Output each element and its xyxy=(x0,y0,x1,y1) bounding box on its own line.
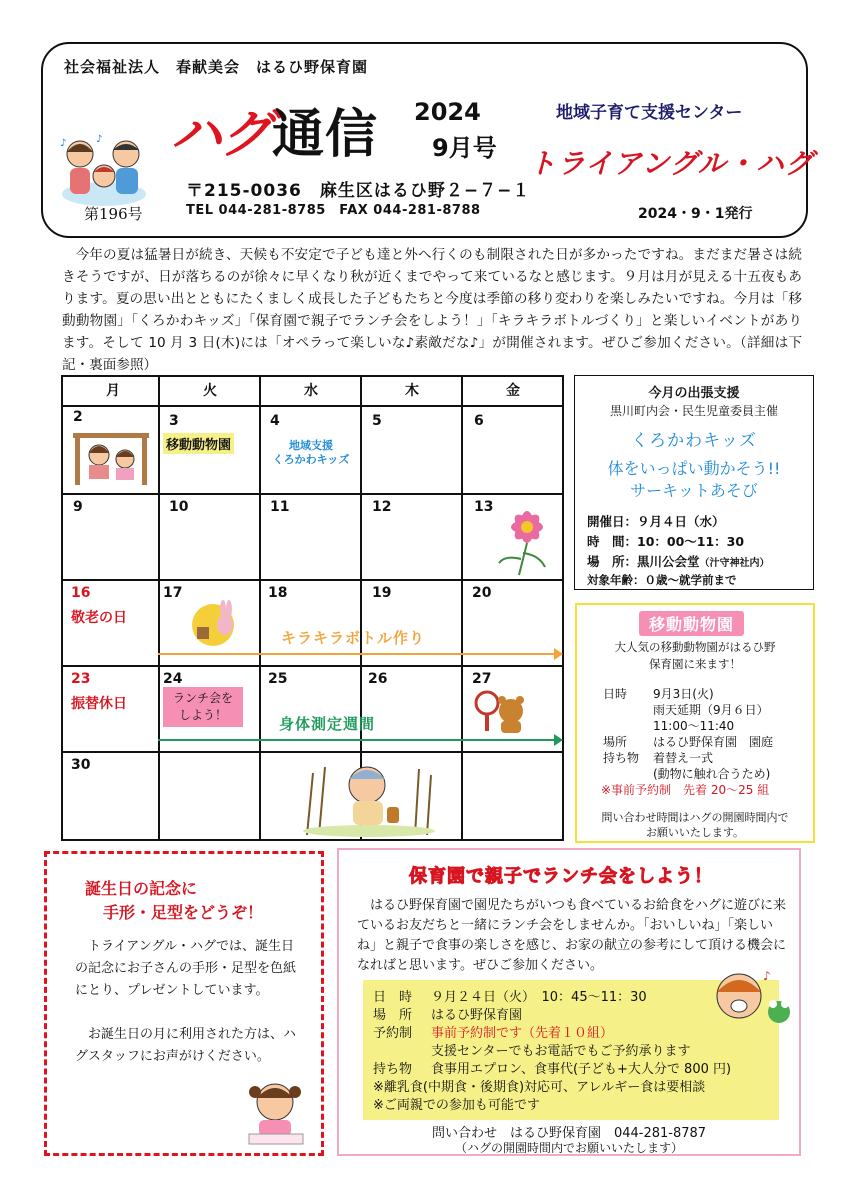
publish-date: 2024・9・1発行 xyxy=(638,206,753,222)
issue-number: 第196号 xyxy=(84,205,143,223)
date-cell: 13 xyxy=(474,499,494,515)
date-cell: 17 xyxy=(163,585,183,601)
event-lunch xyxy=(163,687,243,727)
event-lunch-line1: ランチ会を xyxy=(172,691,233,705)
birthday-title1: 誕生日の記念に xyxy=(85,879,198,898)
boy-eating-illustration xyxy=(709,966,795,1030)
zoo-place-label: 場所 xyxy=(603,735,628,749)
brand-name: トライアングル・ハグ xyxy=(528,147,814,180)
svg-text:♪: ♪ xyxy=(96,134,103,145)
lunch-bring: 食事用エプロン、食事代(子ども+大人分で 800 円) xyxy=(431,1062,732,1077)
zoo-bring2: (動物に触れ合うため) xyxy=(653,767,771,781)
outreach-time: 時 間：10：00〜11：30 xyxy=(587,534,745,549)
child-reeds-illustration xyxy=(297,755,441,837)
event-kurokawa xyxy=(263,439,359,467)
event-zoo: 移動動物園 xyxy=(163,433,234,454)
girl-handprint-illustration xyxy=(243,1076,309,1146)
date-cell: 5 xyxy=(372,413,382,429)
date-cell: 19 xyxy=(372,585,392,601)
lunch-date-label: 日 時 xyxy=(373,990,413,1005)
weekday-tue: 火 xyxy=(203,383,217,399)
address: 〒215-0036 麻生区はるひ野２−７−１ xyxy=(186,181,531,201)
lunch-contact-note: （ハグの開園時間内でお願いいたします） xyxy=(454,1141,683,1155)
zoo-date3: 11:00〜11:40 xyxy=(653,719,735,733)
holiday-respect-aged: 敬老の日 xyxy=(71,610,127,626)
zoo-reserve: ※事前予約制 先着 20〜25 組 xyxy=(601,783,770,797)
organization-name: 社会福祉法人 春献美会 はるひ野保育園 xyxy=(64,58,369,76)
lunch-contact: 問い合わせ はるひ野保育園 044-281-8787 xyxy=(431,1126,707,1141)
date-cell: 24 xyxy=(163,671,183,687)
outreach-event: くろかわキッズ xyxy=(631,431,757,451)
date-cell: 20 xyxy=(472,585,492,601)
birthday-box xyxy=(44,851,324,1156)
lunch-place-label: 場 所 xyxy=(373,1008,413,1023)
zoo-bring1: 着替え一式 xyxy=(653,751,714,765)
date-cell: 10 xyxy=(169,499,189,515)
lunch-reserve-note: 支援センターでもお電話でもご予約承ります xyxy=(431,1044,691,1059)
lunch-box xyxy=(337,848,801,1156)
event-bottle: キラキラボトル作り xyxy=(281,629,426,647)
date-cell: 2 xyxy=(73,409,83,425)
family-illustration xyxy=(56,132,152,208)
event-measurement: 身体測定週間 xyxy=(279,715,376,733)
lunch-note2: ※ご両親での参加も可能です xyxy=(373,1098,540,1113)
cosmos-flower-illustration xyxy=(489,497,557,577)
weekday-fri: 金 xyxy=(506,383,520,399)
birthday-body2: お誕生日の月に利用された方は、ハグスタッフにお声がけください。 xyxy=(75,1027,297,1064)
date-cell: 3 xyxy=(169,413,179,429)
zoo-bring-label: 持ち物 xyxy=(603,751,640,765)
outreach-place-note: （汁守神社内） xyxy=(699,558,770,569)
outreach-catch2: サーキットあそび xyxy=(630,481,758,500)
date-cell: 16 xyxy=(71,585,91,601)
rabbit-moon-illustration xyxy=(183,597,249,647)
svg-text:♪: ♪ xyxy=(763,969,771,983)
date-cell: 27 xyxy=(472,671,492,687)
center-name: 地域子育て支援センター xyxy=(556,103,743,123)
event-kurokawa-line1: 地域支援 xyxy=(289,439,333,452)
calendar xyxy=(61,375,564,841)
date-cell: 23 xyxy=(71,671,91,687)
birthday-title2: 手形・足型をどうぞ！ xyxy=(103,903,264,922)
weekday-thu: 木 xyxy=(405,383,419,399)
zoo-date1: 9月3日(火) xyxy=(653,687,714,701)
zoo-title: 移動動物園 xyxy=(639,611,744,636)
newsletter-title-hug: ハグ xyxy=(170,105,271,165)
lunch-bring-label: 持ち物 xyxy=(373,1062,413,1077)
outreach-place xyxy=(587,552,770,570)
outreach-title: 今月の出張支援 xyxy=(648,386,740,401)
outreach-sponsor: 黒川町内会・民生児童委員主催 xyxy=(609,404,778,418)
outreach-date: 開催日：９月４日（水） xyxy=(587,514,725,529)
date-cell: 6 xyxy=(474,413,484,429)
date-cell: 12 xyxy=(372,499,392,515)
svg-text:♪: ♪ xyxy=(60,138,67,149)
date-cell: 26 xyxy=(368,671,388,687)
lunch-date: ９月２４日（火） 10：45〜11：30 xyxy=(431,990,647,1005)
outreach-box xyxy=(574,375,814,590)
zoo-box xyxy=(575,603,815,843)
intro-text: 今年の夏は猛暑日が続き、天候も不安定で子ども達と外へ行くのも制限された日が多かったですね。まだまだ暑さは続きそうですが、日が落ちるのが徐々に早くなり秋が近くまでやって来ているなと感じます。９月は月が見える十五夜もあります。夏の思い出とともにたくましく成長した子どもたちと今度は季節の移り変わりを楽しみたいですね。今月は「移動動物園」「くろかわキッズ」「保育園で親子でランチ会をしよう！」「キラキラボトルづくり」と楽しいイベントがあります。そして 10 月 3 日(木)には「オペラって楽しいな♪素敵だな♪」が開催されます。ぜひご参加ください。（詳細は下記・裏面参照） xyxy=(62,247,802,373)
bear-scale-illustration xyxy=(473,687,531,735)
measurement-arrow xyxy=(158,739,562,741)
outreach-catch1: 体をいっぱい動かそう!! xyxy=(607,459,781,478)
date-cell: 25 xyxy=(268,671,288,687)
lunch-reserve-label: 予約制 xyxy=(373,1026,413,1041)
issue-month: 9月号 xyxy=(432,134,497,162)
zoo-date2: 雨天延期（9月６日） xyxy=(653,703,769,717)
date-cell: 30 xyxy=(71,757,91,773)
date-cell: 11 xyxy=(270,499,290,515)
date-cell: 9 xyxy=(73,499,83,515)
issue-year: 2024 xyxy=(414,98,481,126)
outreach-age: 対象年齢：０歳〜就学前まで xyxy=(587,573,737,587)
outreach-place-name: 場 所：黒川公会堂 xyxy=(587,554,700,569)
holiday-substitute: 振替休日 xyxy=(71,696,127,712)
weekday-mon: 月 xyxy=(106,383,120,399)
date-cell: 18 xyxy=(268,585,288,601)
lunch-body: はるひ野保育園で園児たちがいつも食べているお給食をハグに遊びに来ているお友だちと一緒にランチ会をしませんか。「おいしいね」「楽しいね」と親子で食事の楽しさを感じ、お家の献立の参考にして頂ける機会になればと思います。ぜひご参加ください。 xyxy=(357,898,787,973)
zoo-desc2: 保育園に来ます！ xyxy=(649,657,741,671)
zoo-desc1: 大人気の移動動物園がはるひ野 xyxy=(614,640,776,654)
phone-fax: TEL 044-281-8785 FAX 044-281-8788 xyxy=(186,203,481,218)
birthday-body1: トライアングル・ハグでは、誕生日の記念にお子さんの手形・足型を色紙にとり、プレゼントしています。 xyxy=(75,939,297,998)
zoo-contact2: お願いいたします。 xyxy=(645,826,745,839)
bottle-arrow xyxy=(158,653,562,655)
event-lunch-line2: しよう！ xyxy=(178,708,227,722)
swing-children-illustration xyxy=(71,429,151,487)
event-kurokawa-line2: くろかわキッズ xyxy=(272,453,350,466)
lunch-note1: ※離乳食(中期食・後期食)対応可、アレルギー食は要相談 xyxy=(373,1080,706,1095)
zoo-date-label: 日時 xyxy=(603,687,628,701)
lunch-place: はるひ野保育園 xyxy=(431,1008,523,1023)
lunch-reserve: 事前予約制です（先着１０組） xyxy=(431,1026,614,1041)
date-cell: 4 xyxy=(270,413,280,429)
zoo-place: はるひ野保育園 園庭 xyxy=(653,735,774,749)
zoo-contact1: 問い合わせ時間はハグの開園時間内で xyxy=(601,811,789,824)
newsletter-title-tsushin: 通信 xyxy=(272,105,379,165)
lunch-title: 保育園で親子でランチ会をしよう！ xyxy=(409,866,713,887)
weekday-wed: 水 xyxy=(304,383,318,399)
